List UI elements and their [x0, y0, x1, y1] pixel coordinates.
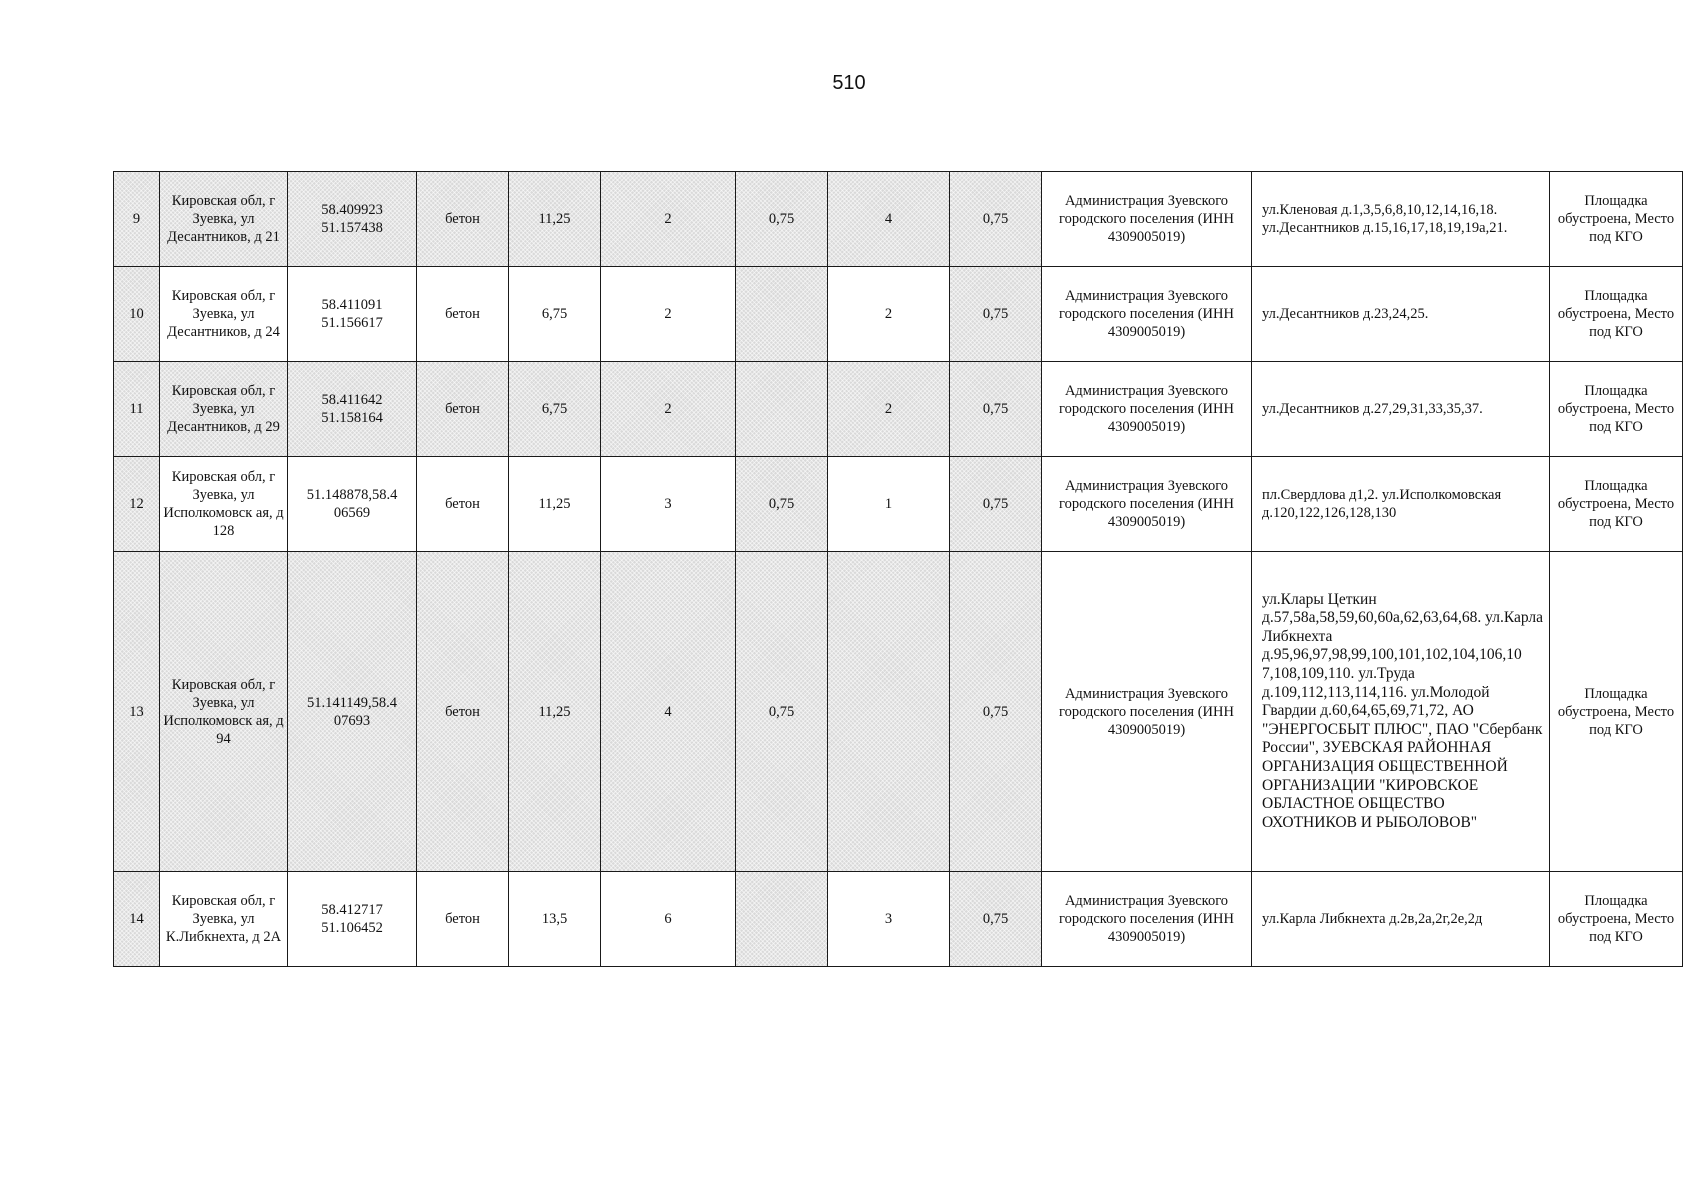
container-count: 2 [601, 362, 736, 457]
waste-sources: пл.Свердлова д1,2. ул.Исполкомовская д.120,122,126,128,130 [1252, 457, 1550, 552]
container-count: 2 [601, 172, 736, 267]
site-status: Площадка обустроена, Место под КГО [1550, 362, 1683, 457]
planned-container-volume: 0,75 [950, 552, 1042, 872]
planned-container-count: 2 [828, 267, 950, 362]
table-row [114, 362, 1683, 457]
site-coordinates: 51.141149,58.4 07693 [288, 552, 417, 872]
site-area: 6,75 [509, 267, 601, 362]
site-address: Кировская обл, г Зуевка, ул Исполкомовск ая, д 128 [160, 457, 288, 552]
site-status: Площадка обустроена, Место под КГО [1550, 267, 1683, 362]
planned-container-volume: 0,75 [950, 172, 1042, 267]
site-address: Кировская обл, г Зуевка, ул Десантников, д 24 [160, 267, 288, 362]
container-volume: 0,75 [736, 457, 828, 552]
site-owner: Администрация Зуевского городского поселения (ИНН 4309005019) [1042, 457, 1252, 552]
table-row [114, 267, 1683, 362]
table-row [114, 457, 1683, 552]
surface-type: бетон [417, 872, 509, 967]
planned-container-count: 3 [828, 872, 950, 967]
site-owner: Администрация Зуевского городского поселения (ИНН 4309005019) [1042, 362, 1252, 457]
planned-container-volume: 0,75 [950, 267, 1042, 362]
container-volume [736, 362, 828, 457]
site-address: Кировская обл, г Зуевка, ул Исполкомовск ая, д 94 [160, 552, 288, 872]
planned-container-count: 1 [828, 457, 950, 552]
surface-type: бетон [417, 172, 509, 267]
planned-container-volume: 0,75 [950, 457, 1042, 552]
container-volume: 0,75 [736, 172, 828, 267]
container-volume: 0,75 [736, 552, 828, 872]
site-status: Площадка обустроена, Место под КГО [1550, 552, 1683, 872]
site-owner: Администрация Зуевского городского поселения (ИНН 4309005019) [1042, 172, 1252, 267]
site-status: Площадка обустроена, Место под КГО [1550, 872, 1683, 967]
waste-sources: ул.Кленовая д.1,3,5,6,8,10,12,14,16,18. ул.Десантников д.15,16,17,18,19,19а,21. [1252, 172, 1550, 267]
site-owner: Администрация Зуевского городского поселения (ИНН 4309005019) [1042, 267, 1252, 362]
table-row [114, 552, 1683, 872]
site-area: 11,25 [509, 552, 601, 872]
site-address: Кировская обл, г Зуевка, ул Десантников, д 21 [160, 172, 288, 267]
page-number: 510 [832, 72, 866, 94]
row-number: 13 [114, 552, 160, 872]
site-address: Кировская обл, г Зуевка, ул Десантников, д 29 [160, 362, 288, 457]
surface-type: бетон [417, 267, 509, 362]
row-number: 12 [114, 457, 160, 552]
container-count: 3 [601, 457, 736, 552]
waste-sources: ул.Клары Цеткин д.57,58а,58,59,60,60а,62,63,64,68. ул.Карла Либкнехта д.95,96,97,98,99,100,101,102,104,106,10 7,108,109,110. ул.Труда д.109,112,113,114,116. ул.Молодой Гвардии д.60,64,65,69,71,72, АО "ЭНЕРГОСБЫТ ПЛЮС", ПАО "Сбербанк России", ЗУЕВСКАЯ РАЙОННАЯ ОРГАНИЗАЦИЯ ОБЩЕСТВЕННОЙ ОРГАНИЗАЦИИ "КИРОВСКОЕ ОБЛАСТНОЕ ОБЩЕСТВО ОХОТНИКОВ И РЫБОЛОВОВ" [1252, 552, 1550, 872]
waste-sources: ул.Десантников д.23,24,25. [1252, 267, 1550, 362]
site-owner: Администрация Зуевского городского поселения (ИНН 4309005019) [1042, 552, 1252, 872]
table-row [114, 172, 1683, 267]
planned-container-volume: 0,75 [950, 362, 1042, 457]
container-volume [736, 267, 828, 362]
surface-type: бетон [417, 552, 509, 872]
container-volume [736, 872, 828, 967]
waste-sources: ул.Карла Либкнехта д.2в,2а,2г,2е,2д [1252, 872, 1550, 967]
site-coordinates: 51.148878,58.4 06569 [288, 457, 417, 552]
container-count: 6 [601, 872, 736, 967]
site-coordinates: 58.409923 51.157438 [288, 172, 417, 267]
planned-container-count: 4 [828, 172, 950, 267]
surface-type: бетон [417, 457, 509, 552]
container-count: 2 [601, 267, 736, 362]
site-owner: Администрация Зуевского городского поселения (ИНН 4309005019) [1042, 872, 1252, 967]
surface-type: бетон [417, 362, 509, 457]
site-area: 11,25 [509, 172, 601, 267]
site-status: Площадка обустроена, Место под КГО [1550, 457, 1683, 552]
site-area: 13,5 [509, 872, 601, 967]
waste-sites-table [113, 171, 1683, 967]
row-number: 10 [114, 267, 160, 362]
planned-container-count [828, 552, 950, 872]
row-number: 11 [114, 362, 160, 457]
row-number: 14 [114, 872, 160, 967]
site-area: 6,75 [509, 362, 601, 457]
planned-container-count: 2 [828, 362, 950, 457]
table-row [114, 872, 1683, 967]
site-address: Кировская обл, г Зуевка, ул К.Либкнехта, д 2А [160, 872, 288, 967]
row-number: 9 [114, 172, 160, 267]
site-coordinates: 58.411091 51.156617 [288, 267, 417, 362]
waste-sources: ул.Десантников д.27,29,31,33,35,37. [1252, 362, 1550, 457]
site-area: 11,25 [509, 457, 601, 552]
container-count: 4 [601, 552, 736, 872]
site-status: Площадка обустроена, Место под КГО [1550, 172, 1683, 267]
site-coordinates: 58.411642 51.158164 [288, 362, 417, 457]
site-coordinates: 58.412717 51.106452 [288, 872, 417, 967]
planned-container-volume: 0,75 [950, 872, 1042, 967]
